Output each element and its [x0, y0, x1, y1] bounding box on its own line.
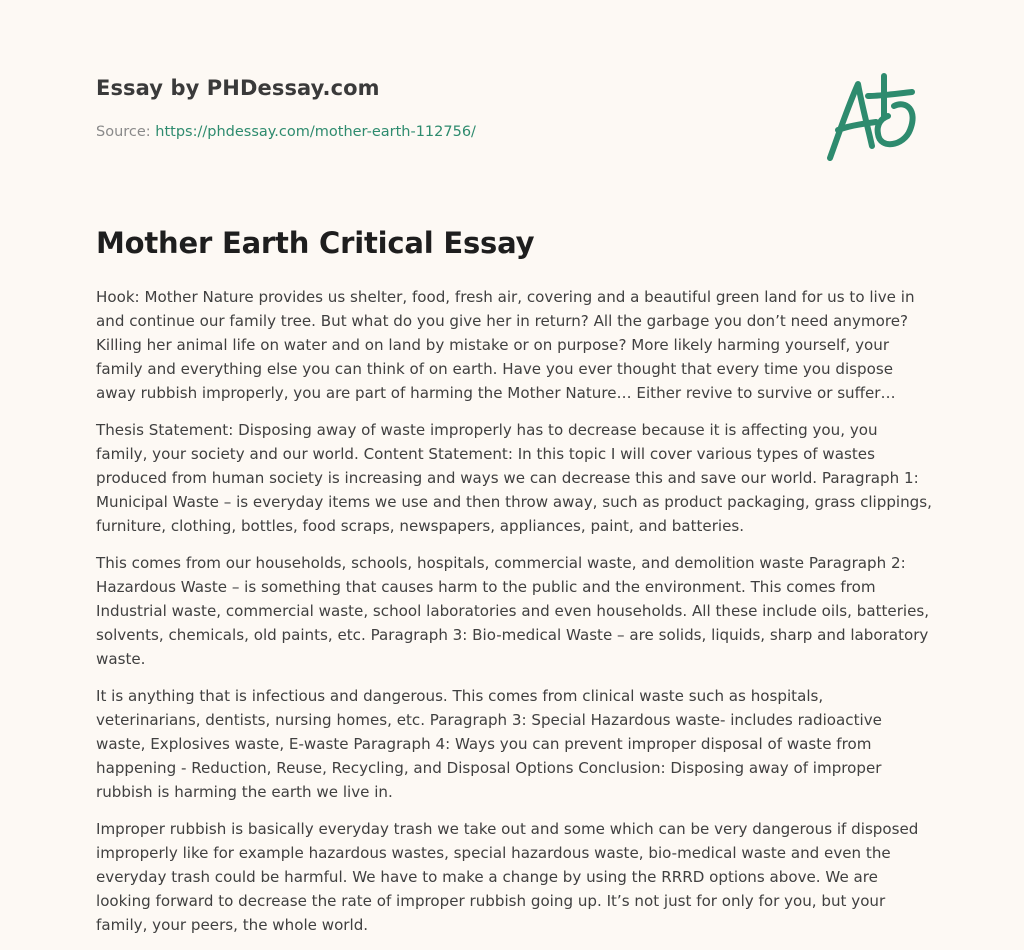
essay-title: Mother Earth Critical Essay: [96, 226, 535, 260]
essay-paragraph: This comes from our households, schools, hospitals, commercial waste, and demolition waste Paragraph 2: Hazardous Waste – is something that causes harm to the public and the environment. This comes from Industrial waste, commercial waste, school laboratories and even households. All these include oils, batteries, solvents, chemicals, old paints, etc. Paragraph 3: Bio-medical Waste – are solids, liquids, sharp and laboratory waste.: [96, 554, 930, 668]
essay-paragraph: Hook: Mother Nature provides us shelter, food, fresh air, covering and a beautiful green land for us to live in and continue our family tree. But what do you give her in return? All the garbage you don’t need anymore? Killing her animal life on water and on land by mistake or on purpose? More likely harming yourself, your family and everything else you can think of on earth. Have you ever thought that every time you dispose away rubbish improperly, you are part of harming the Mother Nature… Either revive to survive or suffer…: [96, 288, 915, 402]
essay-paragraph: Improper rubbish is basically everyday trash we take out and some which can be very dangerous if disposed improperly like for example hazardous wastes, special hazardous waste, bio-medical waste and even the everyday trash could be harmful. We have to make a change by using the RRRD options above. We are looking forward to decrease the rate of improper rubbish going up. It’s not just for only for you, but your family, your peers, the whole world.: [96, 820, 919, 934]
site-name: Essay by PHDessay.com: [96, 76, 380, 100]
essay-paragraph: It is anything that is infectious and dangerous. This comes from clinical waste such as hospitals, veterinarians, dentists, nursing homes, etc. Paragraph 3: Special Hazardous waste- includes radioactive waste, Explosives waste, E-waste Paragraph 4: Ways you can prevent improper disposal of waste from happening - Reduction, Reuse, Recycling, and Disposal Options Conclusion: Disposing away of improper rubbish is harming the earth we live in.: [96, 687, 882, 801]
essay-paragraph: Thesis Statement: Disposing away of waste improperly has to decrease because it is affecting you, you family, your society and our world. Content Statement: In this topic I will cover various types of wastes produced from human society is increasing and ways we can decrease this and save our world. Paragraph 1: Municipal Waste – is everyday items we use and then throw away, such as product packaging, grass clippings, furniture, clothing, bottles, food scraps, newspapers, appliances, paint, and batteries.: [96, 421, 932, 535]
source-label: Source:: [96, 124, 156, 140]
source-line: [96, 124, 476, 140]
a-plus-logo-icon: [818, 66, 928, 166]
essay-body: [96, 285, 932, 950]
source-link[interactable]: https://phdessay.com/mother-earth-112756/: [155, 124, 476, 140]
